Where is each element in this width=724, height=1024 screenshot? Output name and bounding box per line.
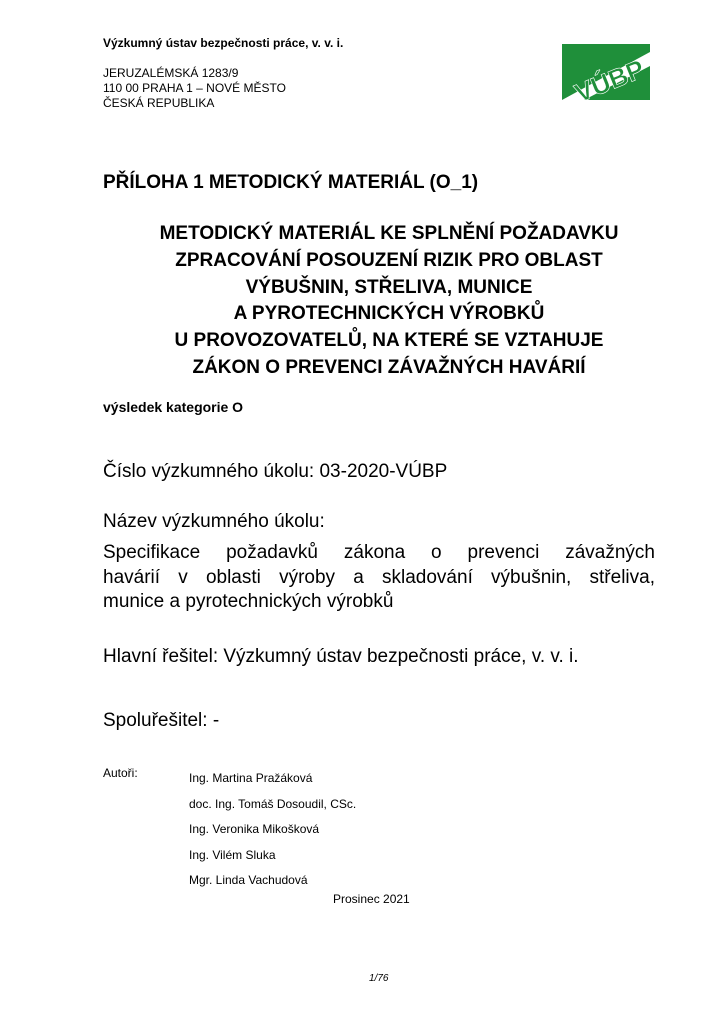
author-name: doc. Ing. Tomáš Dosoudil, CSc. — [189, 796, 357, 811]
title-line: ZPRACOVÁNÍ POSOUZENÍ RIZIK PRO OBLAST — [175, 249, 603, 271]
title-line: U PROVOZOVATELŮ, NA KTERÉ SE VZTAHUJE — [174, 330, 604, 352]
main-solver: Hlavní řešitel: Výzkumný ústav bezpečnosti práce, v. v. i. — [103, 646, 579, 667]
authors-label: Autoři: — [103, 766, 138, 780]
vubp-logo-graphic — [562, 44, 650, 100]
institution-name: Výzkumný ústav bezpečnosti práce, v. v. i. — [103, 36, 344, 50]
address-line-country: ČESKÁ REPUBLIKA — [103, 96, 215, 110]
author-name: Ing. Veronika Mikošková — [189, 822, 320, 836]
co-solver: Spoluřešitel: - — [103, 710, 220, 731]
task-name-line: havárií v oblasti výroby a skladování výbušnin, střeliva, — [103, 566, 655, 588]
svg-text:VÚBP: VÚBP — [570, 53, 649, 100]
vubp-logo — [562, 44, 650, 100]
title-line: VÝBUŠNIN, STŘELIVA, MUNICE — [245, 276, 533, 298]
document-title — [103, 221, 675, 382]
address-line-street: JERUZALÉMSKÁ 1283/9 — [103, 66, 239, 80]
task-name-label: Název výzkumného úkolu: — [103, 511, 325, 532]
document-date: Prosinec 2021 — [333, 892, 410, 906]
task-name — [103, 541, 655, 615]
task-name-line: Specifikace požadavků zákona o prevenci závažných — [103, 542, 655, 563]
title-line: ZÁKON O PREVENCI ZÁVAŽNÝCH HAVÁRIÍ — [192, 356, 586, 378]
authors-list — [189, 766, 356, 894]
author-name: Ing. Vilém Sluka — [189, 847, 276, 862]
task-number: Číslo výzkumného úkolu: 03-2020-VÚBP — [103, 461, 448, 482]
task-name-line: munice a pyrotechnických výrobků — [103, 591, 394, 612]
institution-address — [103, 66, 286, 111]
author-name: Mgr. Linda Vachudová — [189, 873, 308, 887]
address-line-city: 110 00 PRAHA 1 – NOVÉ MĚSTO — [103, 81, 286, 95]
result-category: výsledek kategorie O — [103, 399, 244, 415]
author-name: Ing. Martina Pražáková — [189, 771, 313, 785]
title-line: A PYROTECHNICKÝCH VÝROBKŮ — [233, 303, 545, 325]
page-number: 1/76 — [369, 973, 389, 984]
title-line: METODICKÝ MATERIÁL KE SPLNĚNÍ POŽADAVKU — [159, 223, 619, 244]
annex-title: PŘÍLOHA 1 METODICKÝ MATERIÁL (O_1) — [103, 172, 479, 193]
